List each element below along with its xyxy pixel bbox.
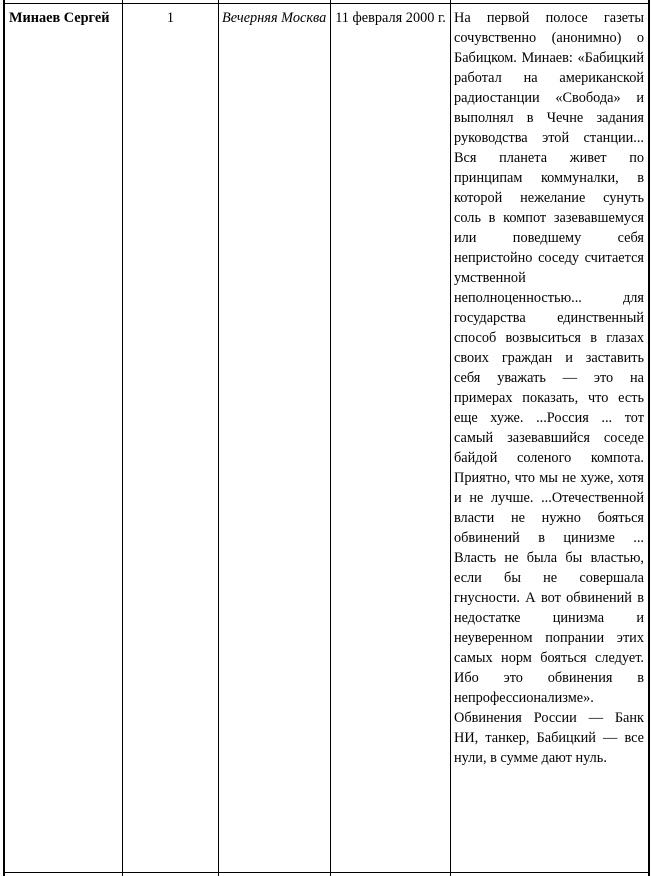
table-border-bottom [3,872,650,873]
column-divider-1 [122,0,123,876]
content-paragraph-1: На первой полосе газеты сочувственно (анонимно) о Бабицком. Минаев: «Бабицкий работал на американской радиостанции «Свобода» и выполнял в Чечне задания руководства этой станции... Вся планета живет по принципам коммуналки, в которой нежелание сунуть соль в компот зазевавшемуся или поведшему себя непристойно соседу считается умственной неполноценностью... для государства единственный способ возвыситься в глазах своих граждан и заставить себя уважать — это на примерах показать, что есть еще хуже. ...Россия ... тот самый зазевавшийся соседе байдой соленого компота. Приятно, что мы не хуже, хотя и не лучше. ...Отечественной власти не нужно бояться обвинений в цинизме ... Власть не была бы властью, если бы не совершала гнусности. А вот обвинений в недостатке цинизма и неуверенном попрании этих самых норм бояться следует. Ибо это обвинения в непрофессионализме». [454,10,644,706]
content-cell [454,8,644,768]
author-cell: Минаев Сергей [9,10,110,26]
table-border-top [3,3,650,4]
table-border-left [3,0,5,876]
column-divider-3 [330,0,331,876]
column-divider-4 [450,0,451,876]
content-paragraph-2: Обвинения России — Банк НИ, танкер, Бабицкий — все нули, в сумме дают нуль. [454,710,644,766]
column-divider-2 [218,0,219,876]
newspaper-cell: Вечерняя Москва [222,10,327,26]
table-border-right [648,0,650,876]
count-cell: 1 [166,10,175,26]
date-cell: 11 февраля 2000 г. [335,10,446,26]
